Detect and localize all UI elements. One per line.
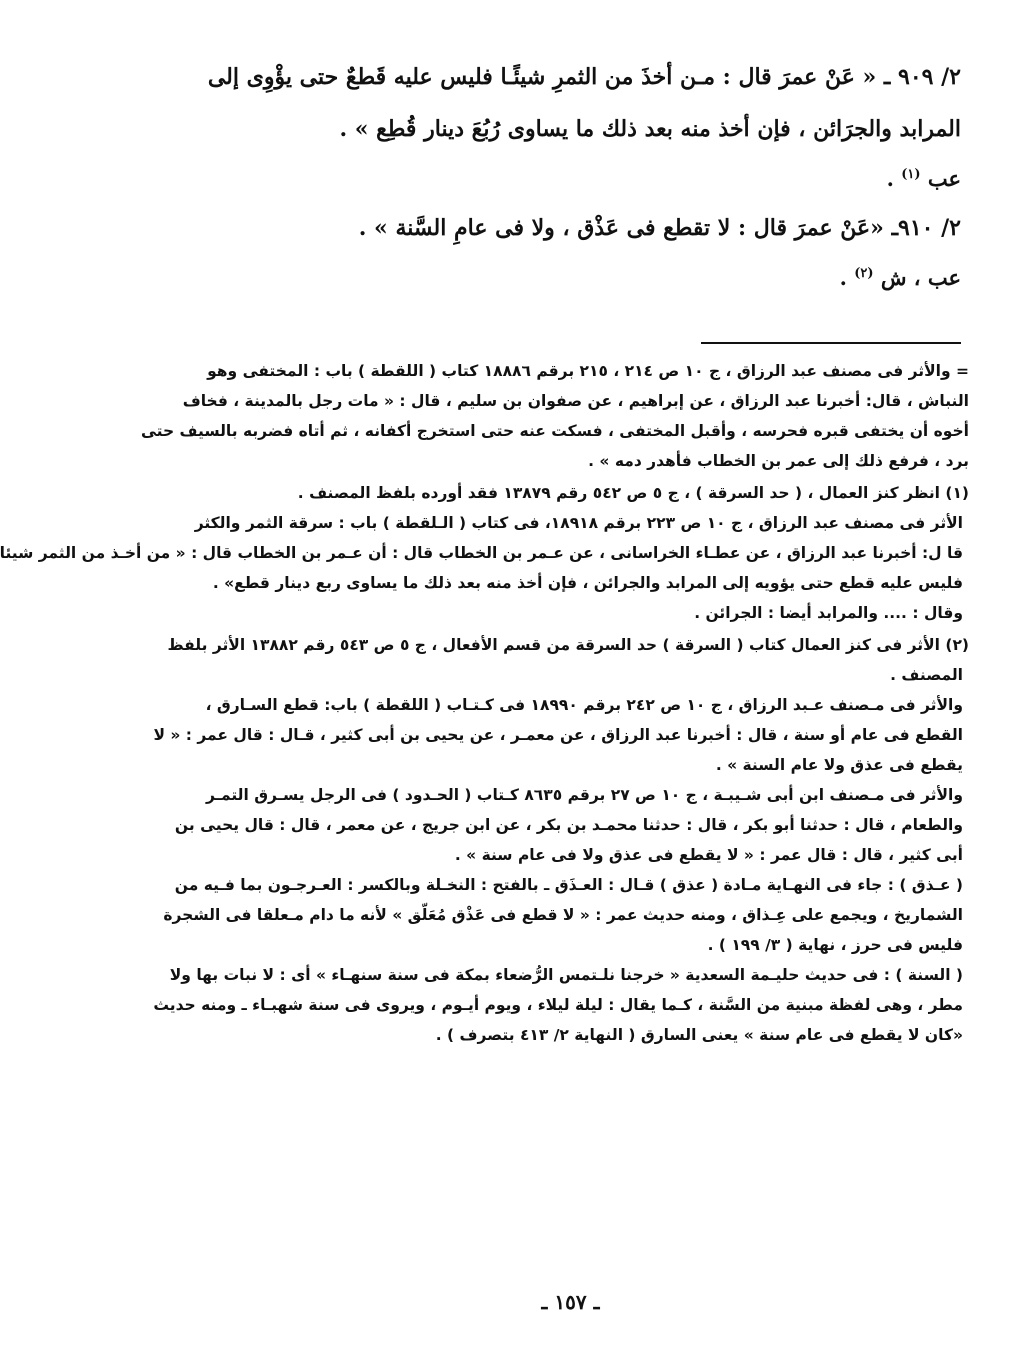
footnote-ref-1[interactable]: (١) <box>901 167 921 182</box>
footnote-line: الأثر فى مصنف عبد الرزاق ، ج ١٠ ص ٢٢٣ برقم ١٨٩١٨، فى كتاب ( الـلقطة ) باب : سرقة الثمر والكثر <box>194 514 963 532</box>
footnote-line: يقطع فى عذق ولا عام السنة » . <box>715 756 963 774</box>
hadith-910-line-1: ٢/ ٩١٠ـ «عَنْ عمرَ قال : لا تقطع فى عَذْق ، ولا فى عامِ السَّنة » . <box>358 215 961 241</box>
period: . <box>839 265 847 290</box>
footnote-line: (٢) الأثر فى كنز العمال كتاب ( السرقة ) حد السرقة من قسم الأفعال ، ج ٥ ص ٥٤٣ رقم ١٣٨٨٢ الأثر بلفظ <box>167 636 969 654</box>
footnote-line: = والأثر فى مصنف عبد الرزاق ، ج ١٠ ص ٢١٤ ، ٢١٥ برقم ١٨٨٨٦ كتاب ( اللقطة ) باب : المختفى وهو <box>207 362 969 380</box>
footnote-line: مطر ، وهى لفظة مبنية من السَّنة ، كـما يقال : ليلة ليلاء ، ويوم أيـوم ، ويروى فى سنة شهبـاء ـ ومنه حديث <box>153 996 963 1014</box>
footnote-line: فليس فى حرز ، نهاية ( ٣/ ١٩٩ ) . <box>707 936 963 954</box>
footnote-line: أبى كثير ، قال : قال عمر : « لا يقطع فى عذق ولا فى عام سنة » . <box>454 846 963 864</box>
footnote-line: والطعام ، قال : حدثنا أبو بكر ، قال : حدثنا محمـد بن بكر ، عن ابن جريج ، عن معمر ، قال : قال يحيى بن <box>174 816 963 834</box>
hadith-910-source <box>191 265 961 290</box>
footnotes <box>0 356 969 1052</box>
source-abbrev: عب <box>927 166 961 191</box>
footnote-continuation <box>140 356 969 476</box>
footnote-line: قا ل: أخبرنا عبد الرزاق ، عن عطـاء الخراسانى ، عن عـمر بن الخطاب قال : أن عـمر بن الخطاب قال : « من أخـذ من الثمر شيئا <box>0 544 963 562</box>
footnote-line: والأثر فى مـصنف ابن أبى شـيبـة ، ج ١٠ ص ٢٧ برقم ٨٦٣٥ كـتاب ( الحـدود ) فى الرجل يسـرق التمـر <box>206 786 963 804</box>
footnote-1 <box>0 478 969 628</box>
footnote-divider <box>701 342 961 344</box>
footnote-line: والأثر فى مـصنف عـبد الرزاق ، ج ١٠ ص ٢٤٢ برقم ١٨٩٩٠ فى كـتـاب ( اللقطة ) باب: قطع السـارق ، <box>205 696 963 714</box>
footnote-line: المصنف . <box>890 666 963 684</box>
footnote-line: ( السنة ) : فى حديث حليـمة السعدية « خرجنا نلـتمس الرُّضعاء بمكة فى سنة سنهـاء » أى : لا نبات بها ولا <box>169 966 963 984</box>
footnote-ref-2[interactable]: (٢) <box>854 266 874 281</box>
hadith-909-line-2: المرابد والجرَائن ، فإن أخذ منه بعد ذلك ما يساوى رُبُعَ دينار قُطِع » . <box>339 116 961 142</box>
footnote-line: برد ، فرفع ذلك إلى عمر بن الخطاب فأهدر دمه » . <box>588 452 969 470</box>
hadith-909-line-1: ٢/ ٩٠٩ ـ « عَنْ عمرَ قال : مـن أخذَ من الثمرِ شيئًـا فليس عليه قَطعٌ حتى يؤْوِى إلى <box>207 64 961 90</box>
page-number: ـ ١٥٧ ـ <box>541 1290 600 1314</box>
footnote-line: القطع فى عام أو سنة ، قال : أخبرنا عبد الرزاق ، عن معمـر ، عن يحيى بن أبى كثير ، قـال : قال عمر : « لا <box>153 726 963 744</box>
footnote-line: النباش ، قال: أخبرنا عبد الرزاق ، عن إبراهيم ، عن صفوان بن سليم ، قال : « مات رجل بالمدينة ، فخاف <box>182 392 969 410</box>
hadith-909-source <box>191 166 961 191</box>
footnote-line: «كان لا يقطع فى عام سنة » يعنى السارق ( النهاية ٢/ ٤١٣ بتصرف ) . <box>435 1026 963 1044</box>
footnote-line: (١) انظر كنز العمال ، ( حد السرقة ) ، ج ٥ ص ٥٤٢ رقم ١٣٨٧٩ فقد أورده بلفظ المصنف . <box>297 484 969 502</box>
period: . <box>886 166 894 191</box>
footnote-2 <box>153 630 969 1050</box>
footnote-line: فليس عليه قطع حتى يؤويه إلى المرابد والجرائن ، فإن أخذ منه بعد ذلك ما يساوى ربع دينار قطع» . <box>212 574 963 592</box>
footnote-line: الشماريخ ، ويجمع على عِـذاق ، ومنه حديث عمر : « لا قطع فى عَذْق مُعَلّق » لأنه ما دام مـعلقا فى الشجرة <box>163 906 963 924</box>
footnote-line: ( عـذق ) : جاء فى النهـاية مـادة ( عذق ) قـال : العـذَق ـ بالفتح : النخـلة وبالكسر : العـرجـون بما فـيه من <box>174 876 963 894</box>
main-text <box>191 62 961 312</box>
source-abbrev: عب ، ش <box>880 265 961 290</box>
footnote-line: وقال : .... والمرابد أيضا : الجرائن . <box>694 604 963 622</box>
footnote-line: أخوه أن يختفى قبره فحرسه ، وأقبل المختفى ، فسكت عنه حتى استخرج أكفانه ، ثم أتاه فضربه بالسيف حتى <box>140 422 969 440</box>
